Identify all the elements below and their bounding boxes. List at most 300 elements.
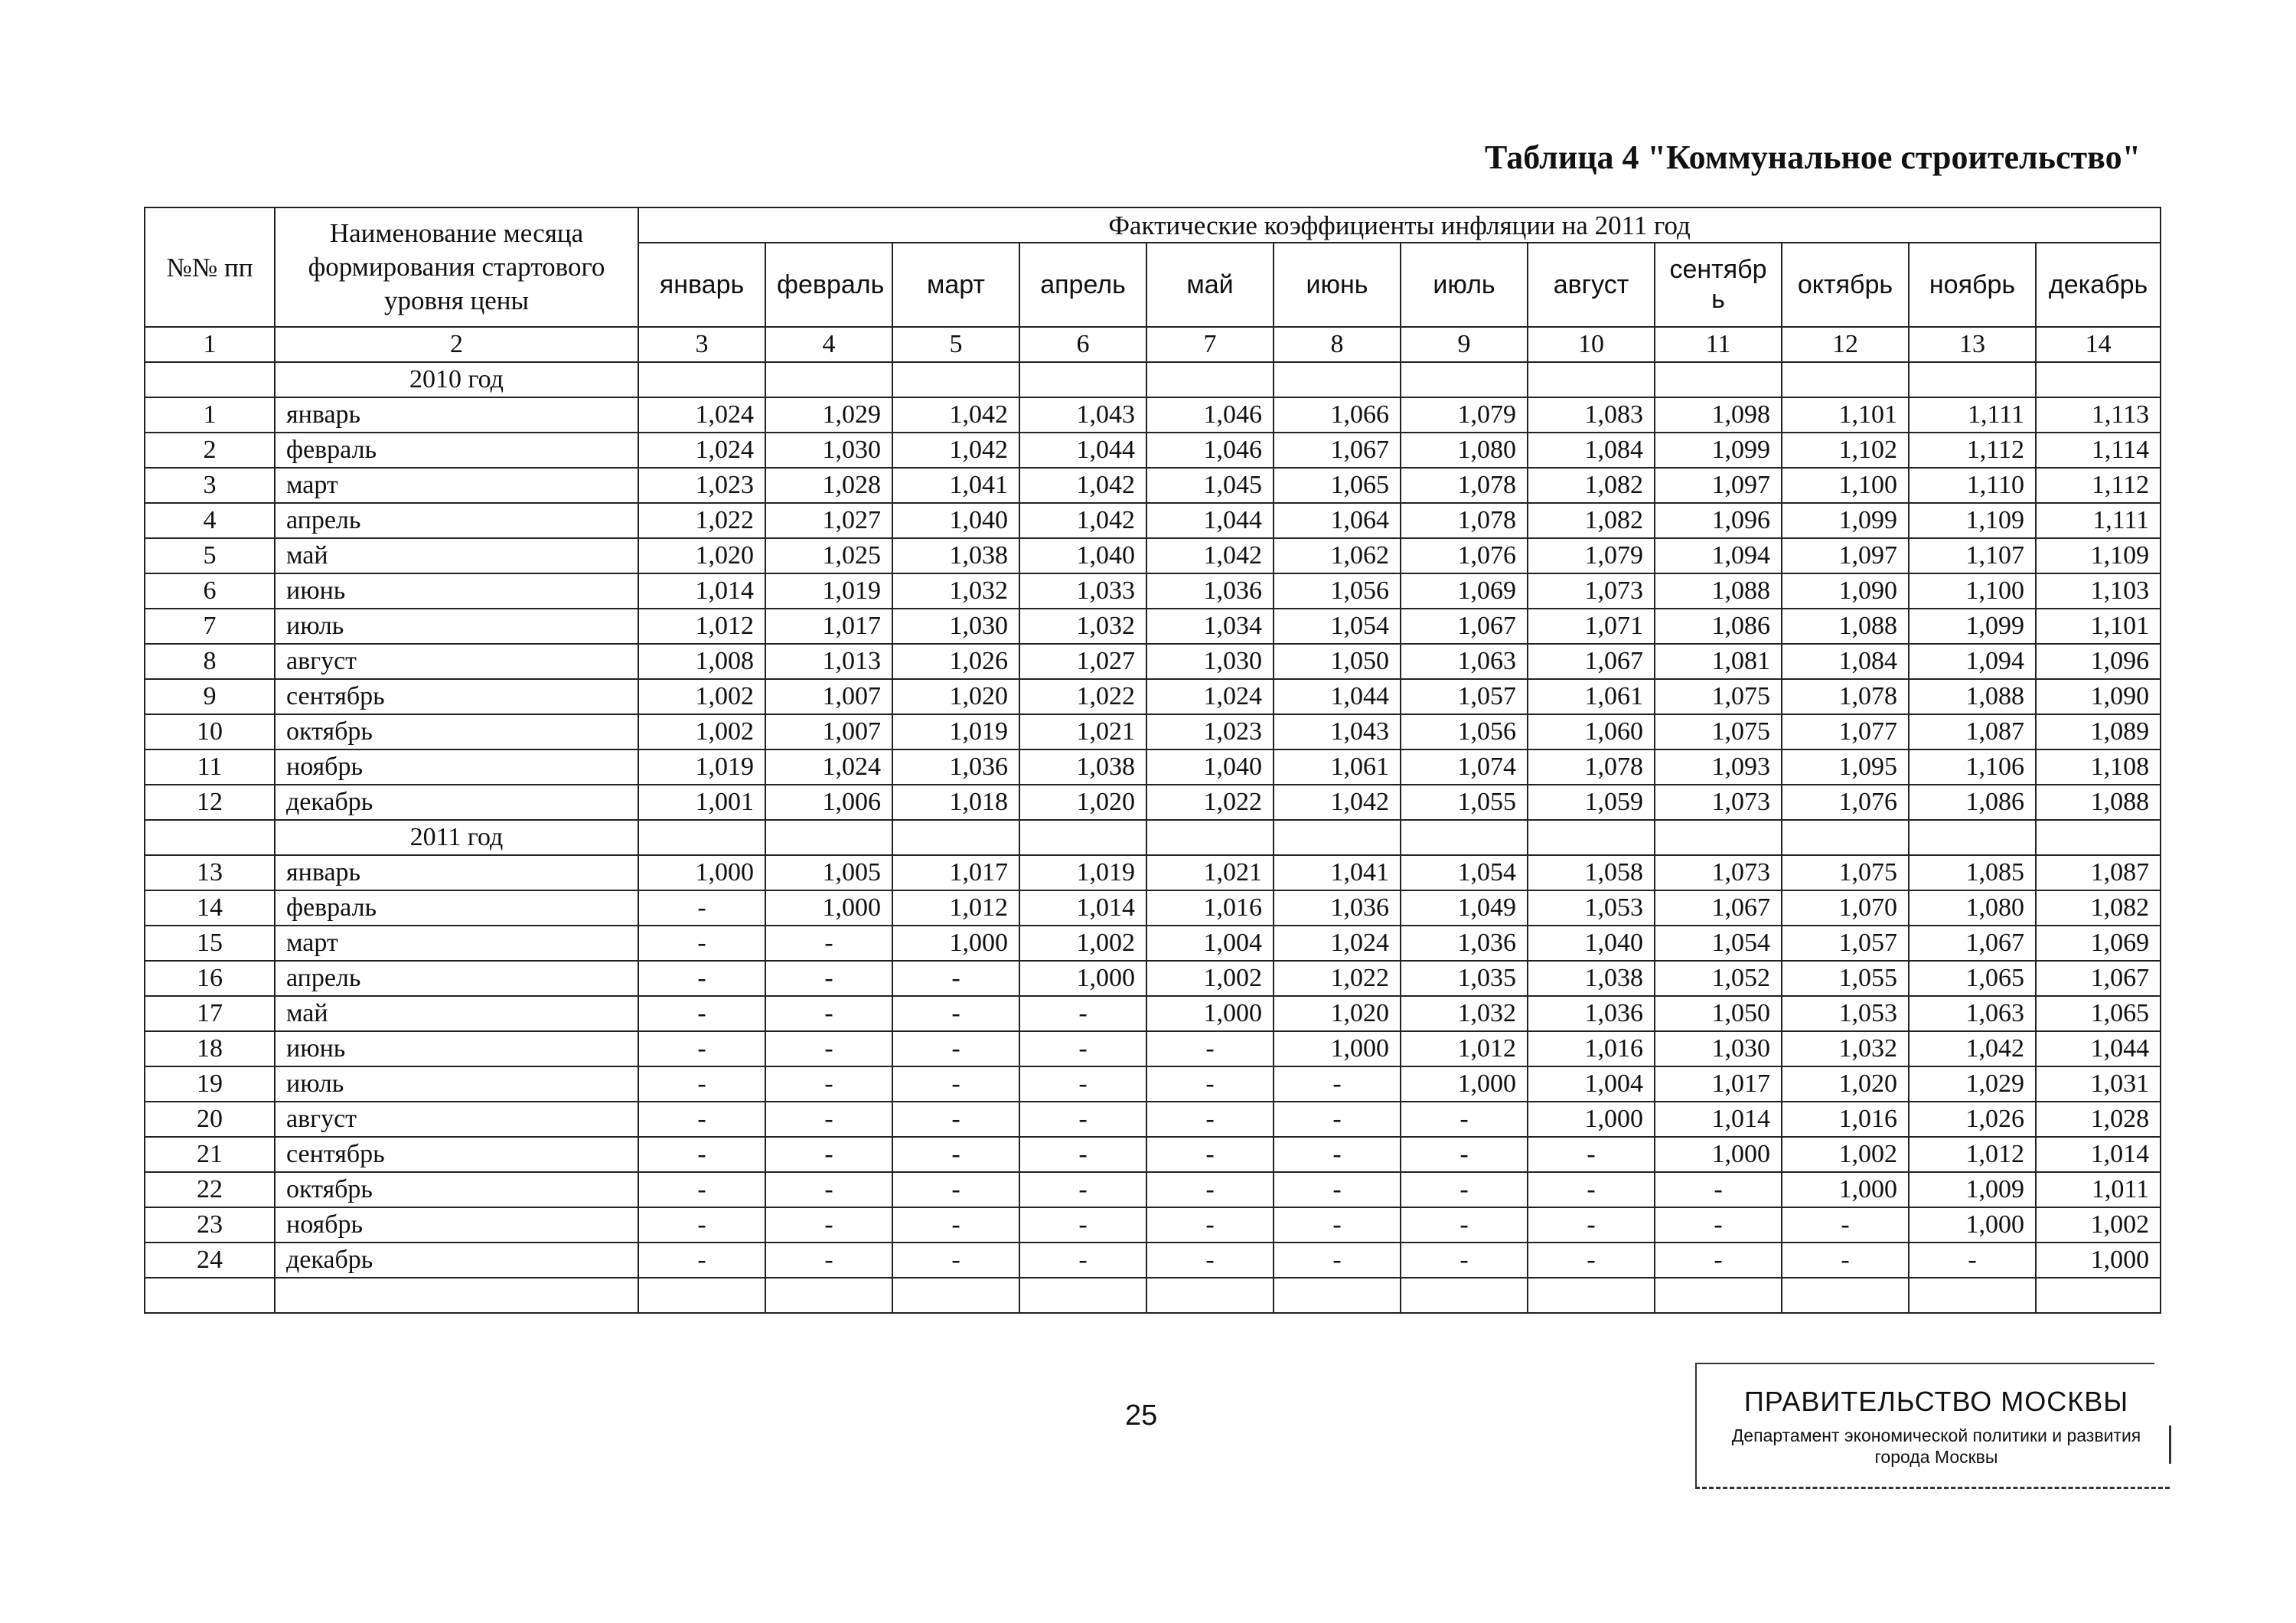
coefficient-cell: - [1528,1207,1655,1243]
coefficient-cell: 1,052 [1655,961,1782,996]
coefficient-cell: 1,030 [892,609,1019,644]
table-row [145,961,2161,996]
month-header-2: февраль [765,243,892,327]
month-header-7: июль [1401,243,1528,327]
coefficient-cell: 1,056 [1401,714,1528,749]
table-row [145,996,2161,1031]
coefficient-cell: 1,078 [1401,503,1528,538]
coefficient-cell: 1,067 [1655,890,1782,926]
coefficient-cell: 1,014 [1655,1102,1782,1137]
coefficient-cell: 1,044 [1274,679,1401,714]
coefficient-cell: 1,034 [1146,609,1274,644]
coefficient-cell: 1,090 [1782,573,1909,609]
coefficient-cell: - [1274,1172,1401,1207]
coefficient-cell: - [1274,1207,1401,1243]
coefficient-cell: 1,020 [638,538,765,573]
column-index-cell: 3 [638,327,765,362]
coefficient-cell: 1,046 [1146,433,1274,468]
table-row [145,538,2161,573]
empty-cell [2036,820,2161,855]
coefficient-cell: 1,082 [1528,503,1655,538]
coefficient-cell: 1,065 [1909,961,2036,996]
coefficient-cell: 1,061 [1528,679,1655,714]
coefficient-cell: 1,057 [1401,679,1528,714]
coefficient-cell: 1,024 [1274,926,1401,961]
coefficient-cell: 1,011 [2036,1172,2161,1207]
coefficient-cell: 1,096 [1655,503,1782,538]
row-number: 23 [145,1207,275,1243]
coefficient-cell: 1,018 [892,785,1019,820]
coefficient-cell: 1,084 [1782,644,1909,679]
column-index-cell: 14 [2036,327,2161,362]
empty-cell [275,1278,638,1313]
coefficient-cell: - [1782,1207,1909,1243]
coefficient-cell: - [1274,1243,1401,1278]
coefficient-cell: 1,099 [1909,609,2036,644]
empty-row [145,1278,2161,1313]
coefficient-cell: 1,075 [1655,679,1782,714]
coefficient-cell: 1,020 [1782,1066,1909,1102]
empty-cell [1146,362,1274,397]
coefficient-cell: 1,040 [892,503,1019,538]
table-body [145,327,2161,1313]
coefficient-cell: 1,044 [1019,433,1146,468]
coefficient-cell: 1,059 [1528,785,1655,820]
stamp-org: ПРАВИТЕЛЬСТВО МОСКВЫ [1743,1386,2129,1417]
coefficient-cell: - [765,1207,892,1243]
row-month-name: май [275,996,638,1031]
coefficient-cell: 1,020 [1274,996,1401,1031]
year-section-label: 2011 год [275,820,638,855]
coefficient-cell: 1,025 [765,538,892,573]
coefficient-cell: 1,033 [1019,573,1146,609]
coefficient-cell: 1,006 [765,785,892,820]
coefficient-cell: 1,040 [1146,749,1274,785]
row-number: 18 [145,1031,275,1066]
coefficient-cell: 1,050 [1655,996,1782,1031]
coefficient-cell: 1,031 [2036,1066,2161,1102]
coefficient-cell: 1,057 [1782,926,1909,961]
month-header-6: июнь [1274,243,1401,327]
row-number: 11 [145,749,275,785]
table-row [145,397,2161,433]
coefficient-cell: - [1528,1243,1655,1278]
row-number: 8 [145,644,275,679]
row-month-name: август [275,644,638,679]
coefficient-cell: 1,028 [2036,1102,2161,1137]
row-month-name: ноябрь [275,749,638,785]
coefficient-cell: 1,004 [1528,1066,1655,1102]
coefficient-cell: - [892,961,1019,996]
coefficient-cell: 1,089 [2036,714,2161,749]
coefficient-cell: 1,080 [1909,890,2036,926]
coefficient-cell: 1,022 [1019,679,1146,714]
coefficient-cell: 1,063 [1909,996,2036,1031]
coefficient-cell: 1,067 [1528,644,1655,679]
row-month-name: январь [275,397,638,433]
table-row [145,1243,2161,1278]
coefficient-cell: 1,080 [1401,433,1528,468]
coefficient-cell: - [1401,1207,1528,1243]
empty-cell [2036,362,2161,397]
coefficient-cell: 1,000 [1655,1137,1782,1172]
coefficient-cell: - [1274,1066,1401,1102]
stamp-dept-line1: Департамент экономической политики и развития [1731,1425,2141,1445]
coefficient-cell: 1,065 [2036,996,2161,1031]
row-month-name: апрель [275,961,638,996]
month-header-11: ноябрь [1909,243,2036,327]
coefficient-cell: 1,042 [1274,785,1401,820]
row-number: 19 [145,1066,275,1102]
coefficient-cell: 1,012 [892,890,1019,926]
coefficient-cell: 1,073 [1655,785,1782,820]
coefficient-cell: 1,100 [1782,468,1909,503]
coefficient-cell: 1,106 [1909,749,2036,785]
coefficient-cell: - [1401,1102,1528,1137]
column-index-cell: 11 [1655,327,1782,362]
coefficient-cell: 1,014 [638,573,765,609]
coefficient-cell: 1,078 [1401,468,1528,503]
coefficient-cell: 1,064 [1274,503,1401,538]
empty-cell [1782,362,1909,397]
table-row [145,1172,2161,1207]
coefficient-cell: 1,041 [892,468,1019,503]
coefficient-cell: 1,002 [1782,1137,1909,1172]
coefficient-cell: 1,079 [1528,538,1655,573]
year-section-row [145,820,2161,855]
empty-cell [1909,820,2036,855]
coefficient-cell: 1,002 [638,714,765,749]
coefficient-cell: 1,055 [1401,785,1528,820]
coefficient-cell: 1,040 [1528,926,1655,961]
coefficient-cell: 1,094 [1655,538,1782,573]
coefficient-cell: 1,069 [2036,926,2161,961]
column-index-cell: 5 [892,327,1019,362]
coefficient-cell: 1,024 [765,749,892,785]
coefficient-cell: - [1528,1137,1655,1172]
coefficient-cell: - [1146,1066,1274,1102]
coefficient-cell: 1,042 [892,433,1019,468]
coefficient-cell: - [892,996,1019,1031]
column-index-cell: 12 [1782,327,1909,362]
coefficient-cell: - [892,1243,1019,1278]
column-index-cell: 10 [1528,327,1655,362]
coefficient-cell: 1,053 [1528,890,1655,926]
coefficient-cell: - [892,1102,1019,1137]
coefficient-cell: - [1274,1137,1401,1172]
coefficient-cell: - [638,1102,765,1137]
coefficient-cell: 1,109 [2036,538,2161,573]
coefficient-cell: 1,002 [1019,926,1146,961]
coefficient-cell: 1,086 [1655,609,1782,644]
table-row [145,468,2161,503]
coefficient-cell: 1,019 [765,573,892,609]
coefficient-cell: 1,036 [892,749,1019,785]
coefficient-cell: 1,017 [892,855,1019,890]
coefficient-cell: 1,004 [1146,926,1274,961]
coefficient-cell: 1,099 [1655,433,1782,468]
coefficient-cell: - [1019,1102,1146,1137]
coefficient-cell: 1,029 [1909,1066,2036,1102]
empty-cell [1019,362,1146,397]
coefficient-cell: 1,054 [1274,609,1401,644]
row-month-name: июль [275,1066,638,1102]
table-row [145,503,2161,538]
row-number: 2 [145,433,275,468]
row-month-name: февраль [275,890,638,926]
coefficient-cell: 1,086 [1909,785,2036,820]
coefficient-cell: 1,111 [2036,503,2161,538]
coefficient-cell: 1,102 [1782,433,1909,468]
empty-cell [1274,1278,1401,1313]
coefficient-cell: 1,087 [2036,855,2161,890]
coefficient-cell: 1,012 [1909,1137,2036,1172]
coefficient-cell: 1,000 [1146,996,1274,1031]
empty-cell [638,820,765,855]
coefficient-cell: - [1401,1137,1528,1172]
coefficient-cell: - [638,926,765,961]
col-name-header: Наименование месяца формирования стартового уровня цены [275,207,638,327]
coefficient-cell: 1,000 [2036,1243,2161,1278]
coefficient-cell: 1,113 [2036,397,2161,433]
coefficient-cell: - [1019,1207,1146,1243]
coefficient-cell: 1,078 [1782,679,1909,714]
coefficient-cell: 1,087 [1909,714,2036,749]
coefficient-cell: 1,022 [1146,785,1274,820]
coefficient-cell: 1,022 [1274,961,1401,996]
coefficient-cell: 1,111 [1909,397,2036,433]
table-row [145,1066,2161,1102]
coefficient-cell: - [1146,1207,1274,1243]
coefficient-cell: 1,038 [892,538,1019,573]
empty-cell [1909,362,2036,397]
coefficient-cell: 1,093 [1655,749,1782,785]
coefficient-cell: - [1146,1102,1274,1137]
coefficient-cell: 1,096 [2036,644,2161,679]
coefficient-cell: 1,074 [1401,749,1528,785]
empty-cell [1146,1278,1274,1313]
coefficient-cell: 1,030 [765,433,892,468]
coefficient-cell: 1,000 [765,890,892,926]
coefficient-cell: - [1019,1066,1146,1102]
coefficient-cell: 1,069 [1401,573,1528,609]
coefficient-cell: - [1655,1207,1782,1243]
coefficient-cell: 1,088 [1655,573,1782,609]
year-section-label: 2010 год [275,362,638,397]
coefficient-cell: 1,066 [1274,397,1401,433]
coefficient-cell: 1,005 [765,855,892,890]
empty-cell [1655,1278,1782,1313]
coefficient-cell: 1,078 [1528,749,1655,785]
coefficient-cell: 1,000 [1528,1102,1655,1137]
coefficient-cell: - [892,1172,1019,1207]
inflation-table-container [144,207,2149,1314]
row-number: 13 [145,855,275,890]
coefficient-cell: 1,026 [1909,1102,2036,1137]
coefficient-cell: - [1909,1243,2036,1278]
coefficient-cell: 1,027 [1019,644,1146,679]
table-row [145,644,2161,679]
coefficient-cell: - [765,961,892,996]
coefficient-cell: 1,079 [1401,397,1528,433]
coefficient-cell: 1,028 [765,468,892,503]
column-index-cell: 7 [1146,327,1274,362]
coefficient-cell: 1,060 [1528,714,1655,749]
coefficient-cell: 1,042 [1909,1031,2036,1066]
coefficient-cell: 1,032 [1782,1031,1909,1066]
coefficient-cell: 1,035 [1401,961,1528,996]
month-header-1: январь [638,243,765,327]
empty-cell [145,362,275,397]
empty-cell [1528,362,1655,397]
coefficient-cell: - [765,1137,892,1172]
coefficient-cell: 1,008 [638,644,765,679]
coefficient-cell: - [1401,1172,1528,1207]
empty-cell [638,362,765,397]
coefficient-cell: 1,076 [1401,538,1528,573]
coefficient-cell: 1,097 [1655,468,1782,503]
coefficient-cell: 1,054 [1401,855,1528,890]
coefficient-cell: 1,019 [1019,855,1146,890]
coefficient-cell: 1,024 [638,433,765,468]
coefficient-cell: 1,075 [1782,855,1909,890]
empty-cell [1146,820,1274,855]
coefficient-cell: 1,043 [1019,397,1146,433]
coefficient-cell: 1,082 [2036,890,2161,926]
month-header-4: апрель [1019,243,1146,327]
coefficient-cell: 1,016 [1528,1031,1655,1066]
row-number: 4 [145,503,275,538]
coefficient-cell: 1,002 [638,679,765,714]
coefficient-cell: 1,038 [1019,749,1146,785]
coefficient-cell: 1,084 [1528,433,1655,468]
coefficient-cell: 1,101 [2036,609,2161,644]
coefficient-cell: 1,045 [1146,468,1274,503]
row-number: 10 [145,714,275,749]
coefficient-cell: 1,055 [1782,961,1909,996]
month-header-3: март [892,243,1019,327]
coefficient-cell: 1,022 [638,503,765,538]
column-index-cell: 1 [145,327,275,362]
coefficient-cell: 1,110 [1909,468,2036,503]
table-row [145,1207,2161,1243]
month-header-9: сентябр ь [1655,243,1782,327]
coefficient-cell: 1,019 [638,749,765,785]
row-number: 3 [145,468,275,503]
table-row [145,433,2161,468]
group-header: Фактические коэффициенты инфляции на 2011 год [638,207,2161,243]
coefficient-cell: 1,056 [1274,573,1401,609]
table-row [145,679,2161,714]
row-number: 17 [145,996,275,1031]
coefficient-cell: 1,029 [765,397,892,433]
row-month-name: декабрь [275,785,638,820]
coefficient-cell: - [765,1172,892,1207]
table-row [145,855,2161,890]
table-row [145,785,2161,820]
row-month-name: апрель [275,503,638,538]
coefficient-cell: 1,082 [1528,468,1655,503]
coefficient-cell: - [1655,1172,1782,1207]
row-number: 24 [145,1243,275,1278]
coefficient-cell: 1,007 [765,679,892,714]
coefficient-cell: 1,042 [1146,538,1274,573]
coefficient-cell: 1,061 [1274,749,1401,785]
column-index-cell: 4 [765,327,892,362]
coefficient-cell: 1,024 [638,397,765,433]
coefficient-cell: 1,042 [892,397,1019,433]
coefficient-cell: 1,046 [1146,397,1274,433]
empty-cell [1909,1278,2036,1313]
coefficient-cell: - [1019,1243,1146,1278]
column-index-cell: 8 [1274,327,1401,362]
empty-cell [1528,820,1655,855]
coefficient-cell: 1,002 [2036,1207,2161,1243]
empty-cell [1401,1278,1528,1313]
coefficient-cell: - [1274,1102,1401,1137]
coefficient-cell: - [765,1243,892,1278]
column-index-row [145,327,2161,362]
coefficient-cell: - [638,890,765,926]
empty-cell [1782,1278,1909,1313]
coefficient-cell: 1,016 [1146,890,1274,926]
coefficient-cell: 1,012 [638,609,765,644]
coefficient-cell: 1,081 [1655,644,1782,679]
coefficient-cell: - [765,996,892,1031]
coefficient-cell: 1,058 [1528,855,1655,890]
coefficient-cell: 1,017 [765,609,892,644]
coefficient-cell: 1,016 [1782,1102,1909,1137]
coefficient-cell: - [1401,1243,1528,1278]
coefficient-cell: - [765,1066,892,1102]
coefficient-cell: - [638,1066,765,1102]
coefficient-cell: 1,098 [1655,397,1782,433]
empty-cell [1019,820,1146,855]
empty-cell [638,1278,765,1313]
empty-cell [1655,820,1782,855]
coefficient-cell: 1,070 [1782,890,1909,926]
coefficient-cell: 1,108 [2036,749,2161,785]
coefficient-cell: - [638,1172,765,1207]
coefficient-cell: 1,019 [892,714,1019,749]
row-month-name: сентябрь [275,679,638,714]
row-month-name: август [275,1102,638,1137]
coefficient-cell: 1,112 [1909,433,2036,468]
table-row [145,890,2161,926]
coefficient-cell: 1,001 [638,785,765,820]
coefficient-cell: - [765,1031,892,1066]
row-number: 21 [145,1137,275,1172]
empty-cell [892,362,1019,397]
coefficient-cell: 1,088 [1782,609,1909,644]
inflation-table [144,207,2161,1314]
coefficient-cell: 1,036 [1146,573,1274,609]
coefficient-cell: 1,038 [1528,961,1655,996]
row-month-name: февраль [275,433,638,468]
table-row [145,573,2161,609]
row-number: 6 [145,573,275,609]
coefficient-cell: 1,023 [638,468,765,503]
row-number: 9 [145,679,275,714]
coefficient-cell: - [1146,1172,1274,1207]
month-header-8: август [1528,243,1655,327]
row-month-name: сентябрь [275,1137,638,1172]
coefficient-cell: 1,020 [892,679,1019,714]
coefficient-cell: 1,013 [765,644,892,679]
coefficient-cell: 1,073 [1655,855,1782,890]
empty-cell [1528,1278,1655,1313]
empty-cell [1019,1278,1146,1313]
